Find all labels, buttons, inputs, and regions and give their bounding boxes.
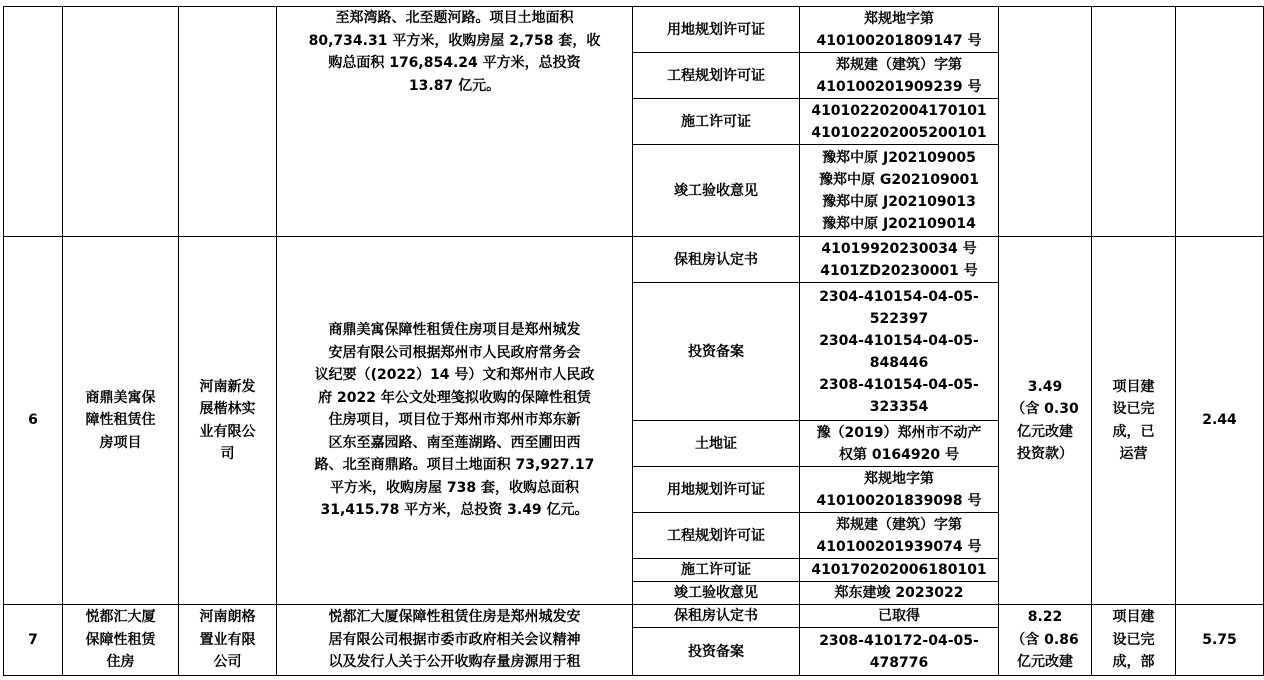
permit-number-line: 848446 bbox=[869, 354, 929, 371]
project-name-line: 障性租赁住 bbox=[85, 412, 156, 429]
permit-number bbox=[800, 7, 999, 53]
permit-type: 工程规划许可证 bbox=[633, 513, 800, 559]
permit-number-line: 522397 bbox=[869, 310, 929, 327]
total-investment bbox=[999, 237, 1092, 605]
permit-number-line: 权第 0164920 号 bbox=[839, 446, 959, 463]
table-row bbox=[4, 7, 1264, 53]
permit-number bbox=[800, 283, 999, 421]
project-status-line: 设已完 bbox=[1112, 401, 1155, 417]
project-description-line: 悦都汇大厦保障性租赁住房是郑州城发安 bbox=[328, 609, 581, 626]
permit-type: 竣工验收意见 bbox=[633, 145, 800, 237]
project-description-line: 路、北至商鼎路。项目土地面积 73,927.17 bbox=[314, 457, 595, 474]
row-number bbox=[4, 7, 63, 237]
permit-number bbox=[800, 513, 999, 559]
project-status bbox=[1092, 7, 1176, 237]
permit-number-line: 410102202005200101 bbox=[811, 124, 987, 141]
project-name bbox=[63, 7, 179, 237]
amount-value bbox=[1176, 7, 1264, 237]
permit-number-line: 郑规建（建筑）字第 bbox=[836, 516, 962, 533]
permit-number-line: 豫郑中原 J202109014 bbox=[822, 215, 976, 232]
project-description-line: 13.87 亿元。 bbox=[408, 77, 501, 94]
project-name-line: 房项目 bbox=[99, 434, 142, 451]
permit-number-line: 2304-410154-04-05- bbox=[819, 332, 979, 349]
permit-number-line: 郑规地字第 bbox=[864, 470, 934, 487]
project-name-line: 住房 bbox=[106, 654, 135, 671]
project-name-line: 保障性租赁 bbox=[85, 631, 156, 648]
project-description-line: 至郑湾路、北至题河路。项目土地面积 bbox=[335, 10, 574, 26]
permit-number-line: 豫郑中原 J202109013 bbox=[822, 193, 976, 210]
project-status-line: 运营 bbox=[1119, 446, 1148, 462]
project-name bbox=[63, 237, 179, 605]
permit-number-line: 2304-410154-04-05- bbox=[819, 288, 979, 305]
project-status bbox=[1092, 605, 1176, 676]
total-investment-line: 亿元改建 bbox=[1017, 423, 1073, 440]
permit-number bbox=[800, 421, 999, 467]
permit-number-line: 323354 bbox=[869, 398, 929, 415]
permit-number-line: 豫郑中原 G202109001 bbox=[818, 171, 980, 188]
permit-number-line: 410170202006180101 bbox=[811, 562, 987, 578]
permit-type: 施工许可证 bbox=[633, 99, 800, 145]
total-investment-line: （含 0.30 bbox=[1011, 401, 1079, 417]
permit-number-line: 41019920230034 号 bbox=[821, 240, 977, 257]
permit-number-line: 豫郑中原 J202109005 bbox=[822, 149, 976, 166]
project-status-line: 项目建 bbox=[1112, 609, 1155, 626]
amount-value: 5.75 bbox=[1176, 605, 1264, 676]
permit-number-line: 郑东建竣 2023022 bbox=[834, 585, 964, 601]
total-investment-line: 投资款） bbox=[1017, 446, 1073, 462]
permit-number-line: 478776 bbox=[869, 654, 929, 671]
total-investment-line: 8.22 bbox=[1027, 609, 1063, 626]
project-description-line: 商鼎美寓保障性租赁住房项目是郑州城发 bbox=[328, 322, 581, 339]
total-investment-line: 3.49 bbox=[1027, 378, 1063, 395]
permit-number-line: 已取得 bbox=[878, 608, 920, 624]
total-investment-line: 亿元改建 bbox=[1017, 654, 1073, 671]
project-description bbox=[277, 605, 633, 676]
permit-number-line: 2308-410172-04-05- bbox=[819, 632, 979, 649]
permit-number-line: 410100201839098 号 bbox=[816, 492, 982, 509]
permit-number-line: 2308-410154-04-05- bbox=[819, 376, 979, 393]
permit-type: 投资备案 bbox=[633, 628, 800, 676]
permit-number bbox=[800, 99, 999, 145]
project-description bbox=[277, 237, 633, 605]
permit-number bbox=[800, 582, 999, 605]
company-name-line: 公司 bbox=[213, 654, 242, 671]
permit-number-line: 410100201809147 号 bbox=[816, 32, 982, 49]
company-name-line: 展楷林实 bbox=[199, 401, 256, 417]
project-name-line: 商鼎美寓保 bbox=[85, 389, 156, 406]
project-description-line: 80,734.31 平方米，收购房屋 2,758 套，收 bbox=[308, 32, 601, 49]
amount-value: 2.44 bbox=[1176, 237, 1264, 605]
permit-type: 投资备案 bbox=[633, 283, 800, 421]
table-row bbox=[4, 605, 1264, 628]
company-name bbox=[179, 605, 277, 676]
total-investment bbox=[999, 7, 1092, 237]
company-name-line: 河南朗格 bbox=[199, 609, 256, 626]
project-status-line: 成，部 bbox=[1112, 654, 1155, 671]
permit-type: 竣工验收意见 bbox=[633, 582, 800, 605]
row-number: 7 bbox=[4, 605, 63, 676]
permit-type: 施工许可证 bbox=[633, 559, 800, 582]
company-name-line: 业有限公 bbox=[199, 423, 256, 440]
company-name-line: 置业有限 bbox=[199, 631, 256, 648]
project-description-line: 议纪要（(2022）14 号）文和郑州市人民政 bbox=[314, 367, 595, 384]
permit-number bbox=[800, 53, 999, 99]
project-status-line: 设已完 bbox=[1112, 631, 1155, 648]
permit-number-line: 410100201909239 号 bbox=[816, 78, 982, 95]
permit-number bbox=[800, 605, 999, 628]
project-description-line: 31,415.78 平方米，总投资 3.49 亿元。 bbox=[320, 502, 589, 519]
project-description-line: 以及发行人关于公开收购存量房源用于租 bbox=[328, 654, 581, 671]
project-description-line: 住房项目，项目位于郑州市郑州市郑东新 bbox=[328, 412, 581, 429]
project-table bbox=[3, 6, 1264, 676]
total-investment bbox=[999, 605, 1092, 676]
project-name-line: 悦都汇大厦 bbox=[85, 609, 156, 626]
permit-type: 保租房认定书 bbox=[633, 605, 800, 628]
project-description-line: 安居有限公司根据郑州市人民政府常务会 bbox=[328, 344, 581, 361]
project-status bbox=[1092, 237, 1176, 605]
project-description-line: 府 2022 年公文处理笺拟收购的保障性租赁 bbox=[318, 389, 591, 406]
permit-number bbox=[800, 467, 999, 513]
company-name-line: 司 bbox=[220, 446, 235, 462]
company-name bbox=[179, 7, 277, 237]
table-body bbox=[4, 7, 1264, 676]
project-description bbox=[277, 7, 633, 237]
company-name bbox=[179, 237, 277, 605]
permit-number-line: 410102202004170101 bbox=[811, 102, 987, 119]
permit-type: 工程规划许可证 bbox=[633, 53, 800, 99]
permit-number-line: 4101ZD20230001 号 bbox=[820, 262, 978, 279]
permit-number-line: 410100201939074 号 bbox=[816, 538, 982, 555]
permit-number-line: 郑规建（建筑）字第 bbox=[836, 56, 962, 73]
table-row bbox=[4, 237, 1264, 283]
permit-number bbox=[800, 145, 999, 237]
project-name bbox=[63, 605, 179, 676]
project-description-line: 区东至嘉园路、南至莲湖路、西至圃田西 bbox=[328, 434, 581, 451]
permit-type: 用地规划许可证 bbox=[633, 467, 800, 513]
company-name-line: 河南新发 bbox=[199, 378, 256, 395]
permit-number-line: 豫（2019）郑州市不动产 bbox=[816, 424, 982, 441]
row-number: 6 bbox=[4, 237, 63, 605]
permit-number bbox=[800, 559, 999, 582]
permit-type: 用地规划许可证 bbox=[633, 7, 800, 53]
permit-number bbox=[800, 628, 999, 676]
total-investment-line: （含 0.86 bbox=[1011, 631, 1079, 648]
permit-type: 土地证 bbox=[633, 421, 800, 467]
project-description-line: 平方米，收购房屋 738 套，收购总面积 bbox=[330, 479, 579, 496]
project-description-line: 居有限公司根据市委市政府相关会议精神 bbox=[328, 631, 581, 648]
project-status-line: 项目建 bbox=[1112, 378, 1155, 395]
permit-type: 保租房认定书 bbox=[633, 237, 800, 283]
project-status-line: 成，已 bbox=[1112, 423, 1155, 440]
project-description-line: 购总面积 176,854.24 平方米，总投资 bbox=[328, 55, 581, 71]
permit-number bbox=[800, 237, 999, 283]
permit-number-line: 郑规地字第 bbox=[864, 10, 934, 27]
